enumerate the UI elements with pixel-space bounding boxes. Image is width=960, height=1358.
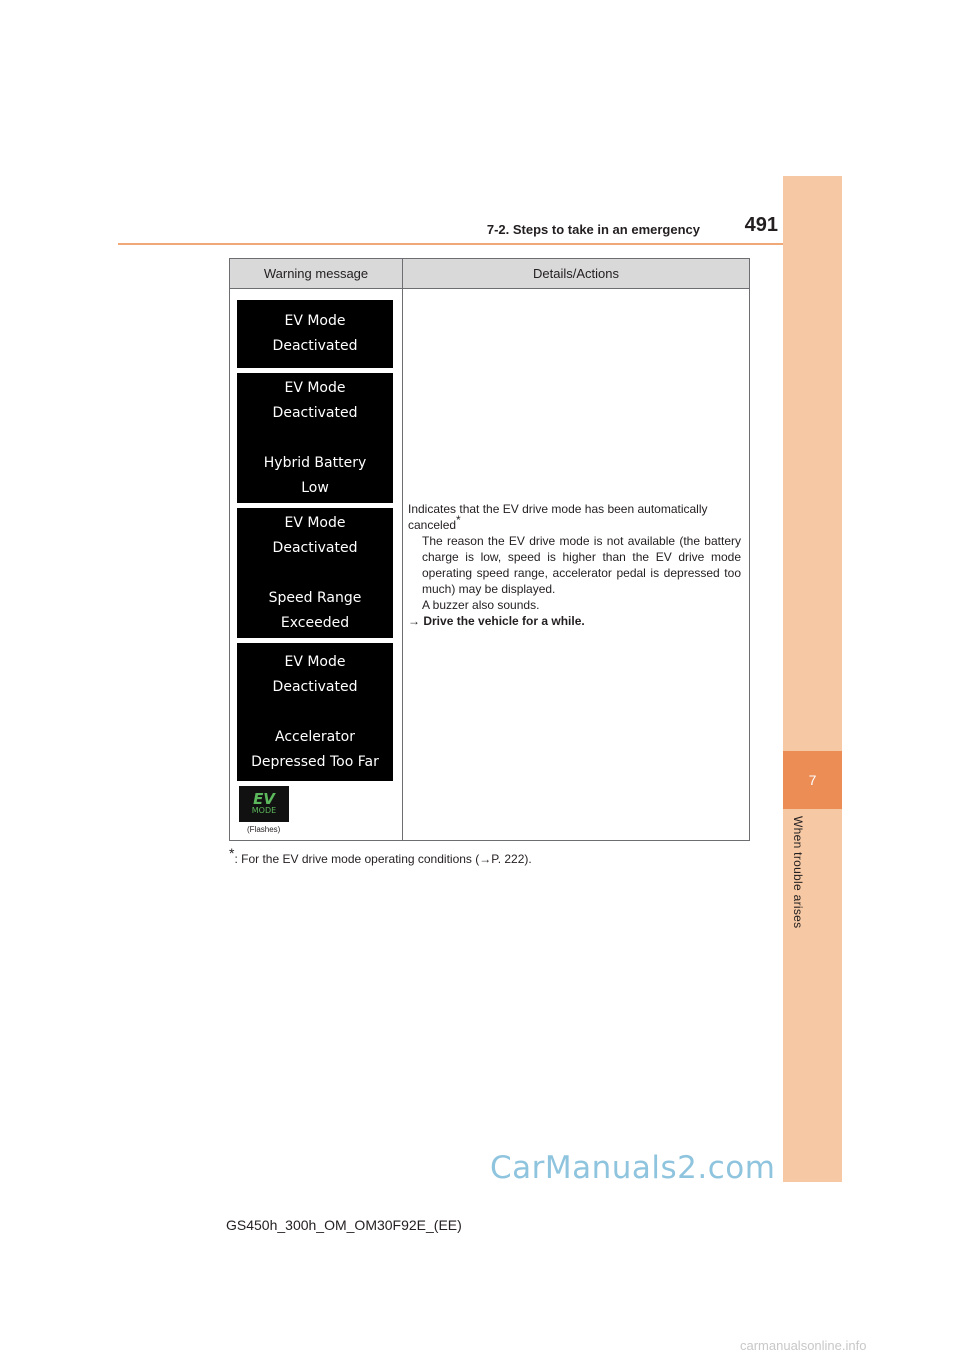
details-action-text: Drive the vehicle for a while. xyxy=(423,613,585,628)
panel-line: Deactivated xyxy=(272,404,358,421)
details-actions-cell xyxy=(403,289,750,841)
footer-manual-code: GS450h_300h_OM_OM30F92E_(EE) xyxy=(226,1217,462,1233)
panel-line: Low xyxy=(301,479,329,496)
display-panel-accelerator-depressed xyxy=(237,643,393,781)
table-row xyxy=(230,289,750,841)
panel-line: Deactivated xyxy=(272,539,358,556)
chapter-number-tab xyxy=(783,751,842,809)
arrow-icon: → xyxy=(408,613,420,628)
warning-message-table xyxy=(229,258,750,841)
panel-line: Deactivated xyxy=(272,338,358,354)
footnote xyxy=(229,845,532,866)
panel-line: EV Mode xyxy=(284,379,346,396)
footnote-mark: * xyxy=(229,845,235,861)
table-header-row xyxy=(230,259,750,289)
display-panel-ev-deactivated xyxy=(237,300,393,368)
footnote-text: : For the EV drive mode operating conditions (→P. 222). xyxy=(234,852,532,866)
panel-line: Speed Range xyxy=(268,589,362,606)
display-panel-speed-range-exceeded xyxy=(237,508,393,638)
panel-line: EV Mode xyxy=(284,313,346,329)
ev-icon-bottom-text: MODE xyxy=(251,806,277,815)
footnote-mark: * xyxy=(456,512,461,527)
column-header-details: Details/Actions xyxy=(403,259,750,289)
header-rule xyxy=(118,243,842,245)
ev-icon-top-text: EV xyxy=(253,790,275,808)
chapter-side-strip xyxy=(783,176,842,1182)
ev-mode-indicator-icon xyxy=(239,786,289,822)
page-number: 491 xyxy=(744,214,778,236)
panel-line: Exceeded xyxy=(280,614,350,631)
details-lead xyxy=(408,501,741,533)
panel-line: EV Mode xyxy=(284,653,346,670)
chapter-title: When trouble arises xyxy=(791,816,805,929)
chapter-number: 7 xyxy=(808,772,817,788)
details-reason: The reason the EV drive mode is not available (the battery charge is low, speed is higher than the EV drive mode operating speed range, accelerator pedal is depressed too much) may be displayed. xyxy=(422,533,741,596)
panel-line: Depressed Too Far xyxy=(251,753,379,770)
panel-line: Accelerator xyxy=(275,728,355,745)
panel-line: EV Mode xyxy=(284,514,346,531)
details-action xyxy=(408,613,741,629)
watermark-carmanuals2: CarManuals2.com xyxy=(490,1150,776,1186)
indicator-caption: (Flashes) xyxy=(247,825,281,834)
details-lead-text: Indicates that the EV drive mode has been automatically canceled xyxy=(408,501,708,532)
column-header-warning: Warning message xyxy=(230,259,403,289)
panel-line: Deactivated xyxy=(272,678,358,695)
warning-message-cell xyxy=(230,289,403,841)
section-title: 7-2. Steps to take in an emergency xyxy=(486,222,700,237)
watermark-carmanualsonline: carmanualsonline.info xyxy=(740,1338,867,1353)
panel-line: Hybrid Battery xyxy=(263,454,367,471)
display-panel-hybrid-battery-low xyxy=(237,373,393,503)
details-buzzer: A buzzer also sounds. xyxy=(422,597,540,612)
